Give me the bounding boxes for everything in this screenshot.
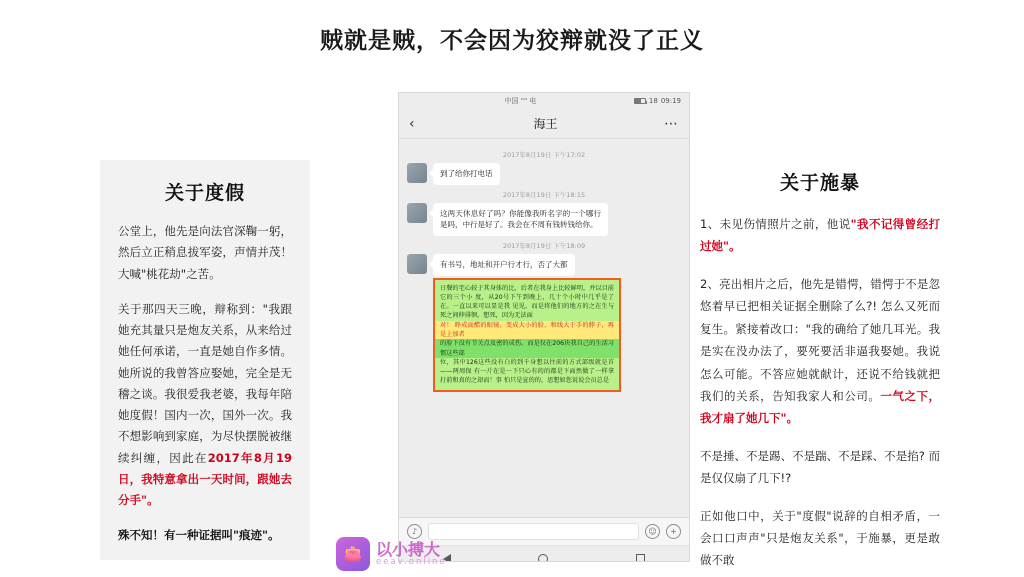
- message-bubble: 到了给你打电话: [433, 163, 500, 185]
- watermark-text: [376, 541, 447, 568]
- right-panel-title: 关于施暴: [779, 172, 860, 194]
- right-highlight-1: "我不记得曾经打过她"。: [700, 217, 940, 254]
- right-paragraph-2-text: 2、亮出相片之后，他先是错愕，错愕于不是忽悠着早已把相关证据全删除了么?! 怎么又死而复生。紧接着改口："我的确给了她几耳光。我是实在没办法了，要死要活非逼我娶她。我说怎么可能。不答应她就献计，还说不给钱就把我们的关系，告知我家人和公司。: [700, 276, 940, 403]
- left-final-line: 殊不知！有一种证据叫"痕迹"。: [118, 528, 280, 543]
- page-title: 贼就是贼，不会因为狡辩就没了正义: [320, 28, 704, 54]
- screenshot-line-4: 对！ 睁成面醋的眼镜、变成大小的脸、和线大于手的脖子，再是上加者: [435, 321, 619, 340]
- watermark: [336, 534, 512, 574]
- right-highlight-2: 一气之下，我才扇了她几下"。: [700, 388, 941, 426]
- right-article-panel: [700, 168, 940, 568]
- message-timestamp: 2017年8月19日 下午17:02: [502, 151, 586, 159]
- left-paragraph-2: [118, 299, 292, 512]
- chat-contact-name: 海王: [533, 117, 558, 131]
- message-row: [407, 254, 681, 276]
- right-paragraph-4: 正如他口中，关于"度假"说辞的自相矛盾，一会口口声声"只是炮友关系"，于施暴，更是敢做不敢: [700, 508, 940, 568]
- message-timestamp: 2017年8月19日 下午18:09: [502, 241, 586, 250]
- left-article-panel: [100, 160, 310, 560]
- right-paragraph-1: [700, 213, 940, 258]
- message-bubble: 有书号，地址和开户行才行，否了大都: [433, 254, 575, 276]
- voice-icon[interactable]: ♪: [407, 524, 422, 539]
- carrier-label: 中国 "" 电: [504, 97, 537, 105]
- left-paragraph-1: 公堂上，他先是向法官深鞠一躬，然后立正稍息拔军姿，声情并茂！大喊"桃花劫"之苦。: [118, 224, 292, 281]
- emoji-icon[interactable]: ☺: [645, 524, 660, 539]
- message-row: [407, 203, 681, 236]
- bag-icon: 👛: [336, 537, 370, 571]
- right-paragraph-2: [700, 273, 940, 430]
- plus-icon[interactable]: +: [666, 524, 681, 539]
- status-right-group: [634, 97, 681, 105]
- chat-message-list[interactable]: [399, 139, 689, 517]
- phone-screenshot: [398, 92, 690, 562]
- phone-status-bar: [399, 93, 689, 109]
- screenshot-line-1: 日餐的宅心较于其身体的比，后者在我身上比较鲜明，并以目前它的三个小: [440, 284, 614, 301]
- recents-square-icon[interactable]: [636, 554, 645, 562]
- clock-label: 09:19: [660, 97, 681, 105]
- message-bubble: 这两天休息好了吗？你能像我听名字的一个哪行是吗，中行是好了。我会在不周有钱转钱给你。: [433, 203, 608, 236]
- screenshot-line-7: 有一片在是一下只心有的的都是下面然做了一样拿打前和真的之却而！事: [440, 368, 615, 385]
- battery-level: 18: [648, 97, 658, 105]
- screenshot-line-2: 度，从20号下午到晚上，几十个小时中几乎是了在。一直以来可以显是我: [440, 293, 615, 311]
- screenshot-line-3: 见见，而是将他们的地方的之在生与死之间伸徘徊。想死，因为无法面: [440, 303, 615, 320]
- left-highlight-text: 2017年8月19日，我特意拿出一天时间，跟她去分手"。: [118, 450, 292, 508]
- screenshot-line-8: 怕只是宣的的，思想如您说说会员总是: [503, 377, 610, 385]
- home-circle-icon[interactable]: [538, 554, 548, 563]
- chevron-left-icon[interactable]: ‹: [409, 115, 415, 132]
- ellipsis-icon[interactable]: ⋯: [663, 115, 679, 132]
- left-panel-title: 关于度假: [164, 182, 245, 204]
- battery-icon: [634, 98, 646, 104]
- watermark-en: eeav.online: [376, 557, 447, 568]
- highlighted-screenshot-message: [433, 278, 621, 392]
- screenshot-line-6: 位，其中126这些没有白的到千身想以往前的方式部级就是首——两周保: [440, 358, 614, 376]
- right-paragraph-1-text: 1、未见伤情照片之前，他说: [700, 217, 851, 231]
- avatar: [407, 254, 427, 274]
- avatar: [407, 163, 427, 183]
- message-row: [407, 163, 681, 185]
- right-paragraph-3: 不是捶、不是踢、不是踹、不是踩、不是掐? 而是仅仅扇了几下!?: [700, 448, 940, 486]
- message-timestamp: 2017年8月19日 下午18:15: [502, 190, 586, 199]
- watermark-cn: 以小搏大: [376, 541, 447, 559]
- avatar: [407, 203, 427, 223]
- chat-nav-bar: [399, 109, 689, 139]
- left-paragraph-2-text: 关于那四天三晚，辩称到："我跟她充其量只是炮友关系，从来给过她任何承诺，一直是她自作多情。她所说的我曾答应娶她，完全是无稽之谈。我很爱我老婆，我每年陪她度假！国内一次，国外一次。我不想影响到家庭，为尽快摆脱被继续纠缠，因此在: [118, 301, 292, 465]
- screenshot-line-5: 的脸下没有节关点及密的成伤。而是仅在206块我自己的生活习惯这些部: [435, 339, 619, 358]
